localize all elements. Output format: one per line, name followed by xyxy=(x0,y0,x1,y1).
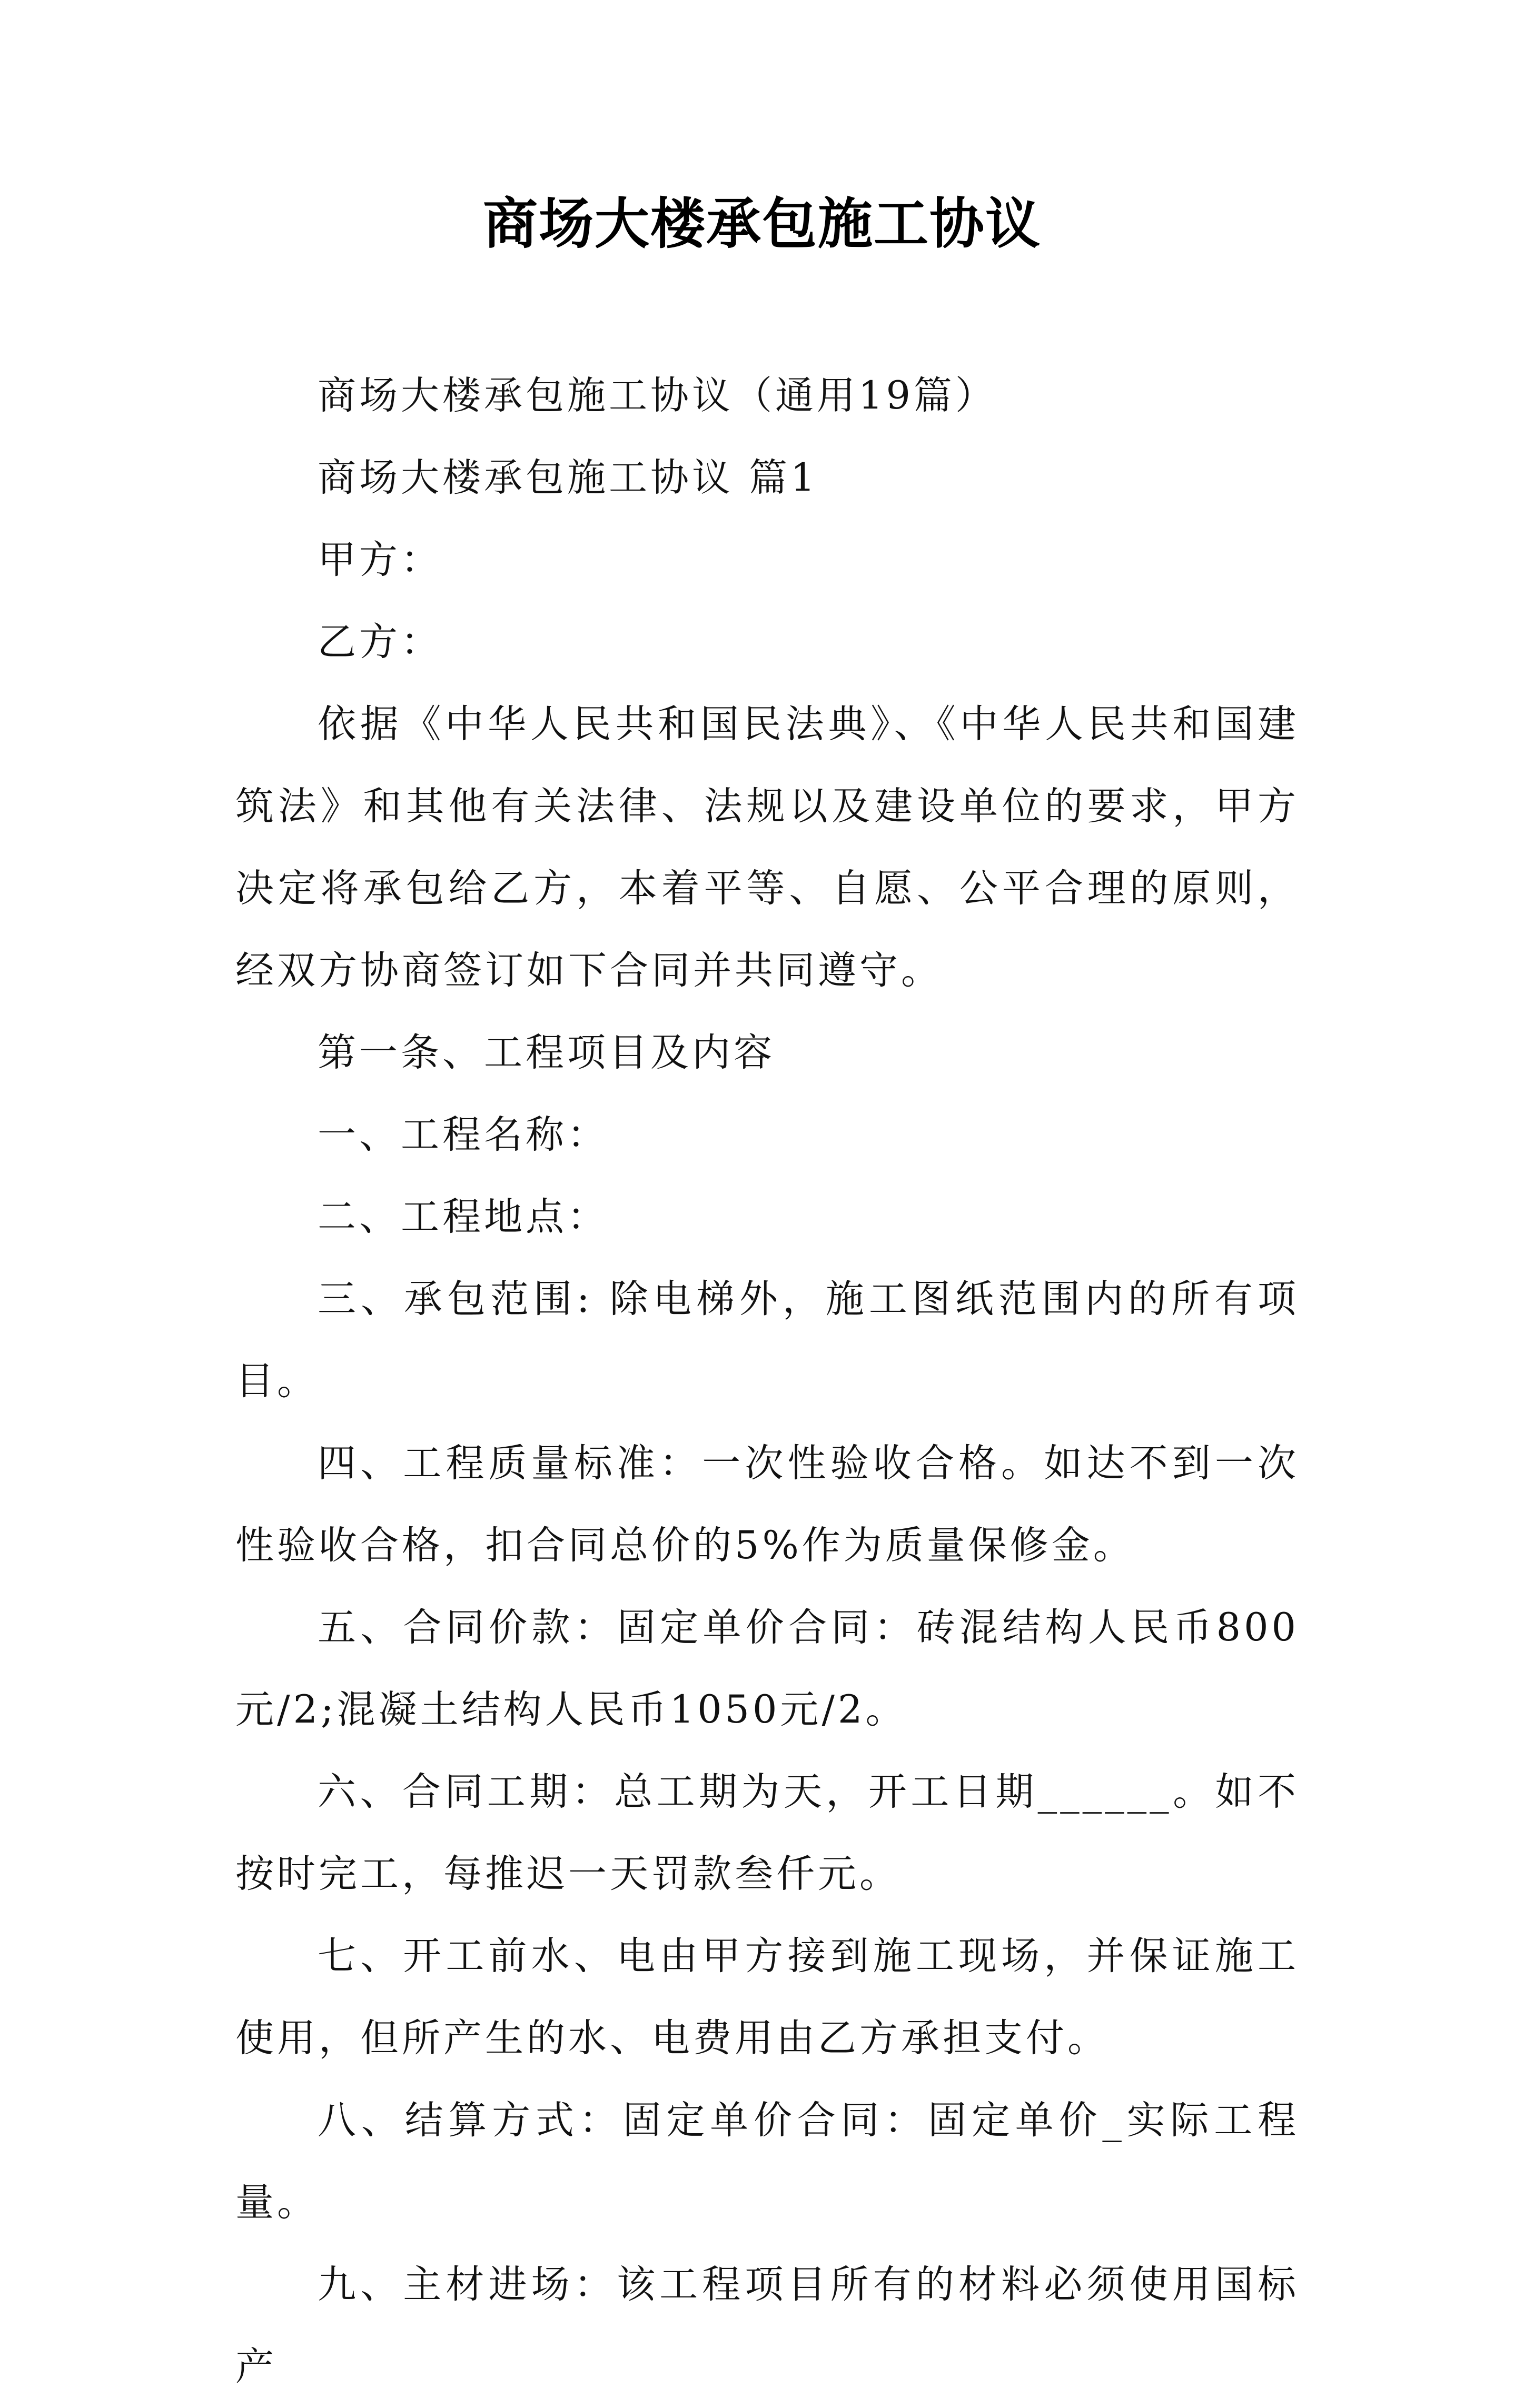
paragraph-quality-standard: 四、工程质量标准：一次性验收合格。如达不到一次性验收合格，扣合同总价的5%作为质量保修金。 xyxy=(235,1441,1299,1568)
paragraph-contract-scope: 三、承包范围: 除电梯外，施工图纸范围内的所有项目。 xyxy=(235,1277,1299,1404)
document-body xyxy=(235,355,1299,2408)
paragraph-collection-title: 商场大楼承包施工协议（通用19篇） xyxy=(318,373,997,418)
paragraph-materials: 九、主材进场：该工程项目所有的材料必须使用国标产 xyxy=(235,2262,1299,2389)
paragraph-chapter-heading: 商场大楼承包施工协议 篇1 xyxy=(318,455,818,500)
paragraph-party-b: 乙方： xyxy=(318,620,442,664)
paragraph-preamble: 依据《中华人民共和国民法典》、《中华人民共和国建筑法》和其他有关法律、法规以及建设单位的要求，甲方决定将承包给乙方，本着平等、自愿、公平合理的原则，经双方协商签订如下合同并共同遵守。 xyxy=(235,702,1299,993)
paragraph-project-location: 二、工程地点： xyxy=(318,1195,609,1239)
paragraph-party-a: 甲方： xyxy=(318,538,442,582)
paragraph-contract-period: 六、合同工期：总工期为天，开工日期______。如不按时完工，每推迟一天罚款叁仟元。 xyxy=(235,1769,1299,1896)
paragraph-settlement: 八、结算方式：固定单价合同：固定单价_实际工程量。 xyxy=(235,2098,1299,2225)
paragraph-article-1-heading: 第一条、工程项目及内容 xyxy=(318,1030,775,1075)
paragraph-project-name: 一、工程名称： xyxy=(318,1112,609,1157)
document-title: 商场大楼承包施工协议 xyxy=(482,191,1041,256)
paragraph-contract-price: 五、合同价款：固定单价合同：砖混结构人民币800元/2;混凝土结构人民币1050元/2。 xyxy=(235,1605,1299,1732)
paragraph-utilities: 七、开工前水、电由甲方接到施工现场，并保证施工使用，但所产生的水、电费用由乙方承担支付。 xyxy=(235,1934,1299,2061)
